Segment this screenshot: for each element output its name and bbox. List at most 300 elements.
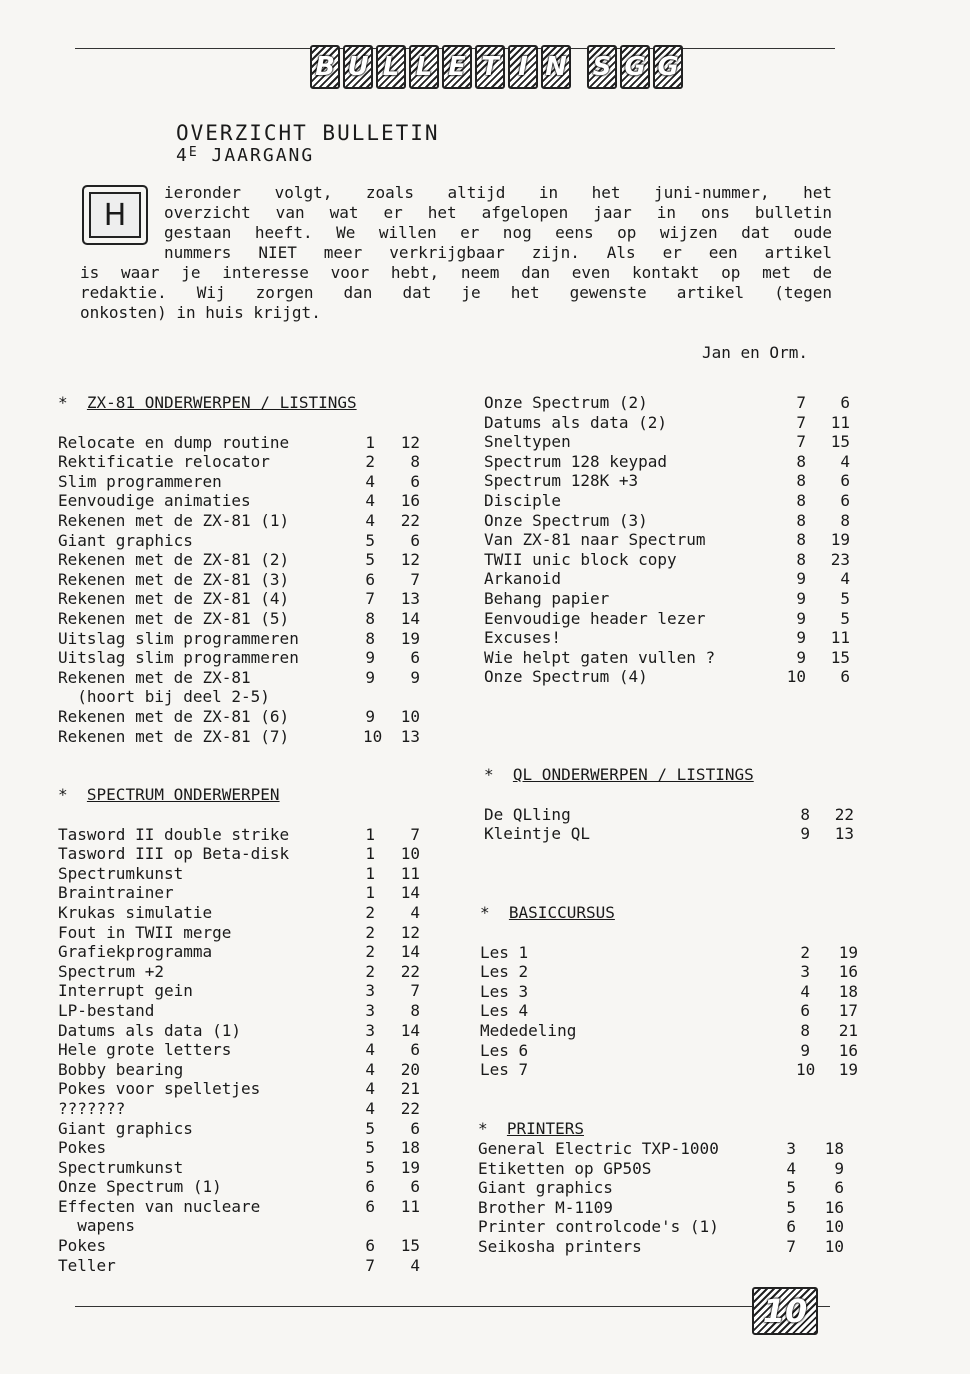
item-title: Printer controlcode's (1) (478, 1217, 719, 1237)
item-page: 6 (410, 530, 420, 550)
item-title: General Electric TXP-1000 (478, 1139, 719, 1158)
list-item (58, 942, 420, 962)
item-issue: 3 (365, 1020, 375, 1040)
item-title: Tasword III op Beta-disk (58, 844, 290, 864)
item-issue: 2 (365, 942, 375, 962)
list-item (58, 668, 420, 688)
list-item (58, 1177, 420, 1197)
intro-line: nummers NIET meer verkrijgbaar zijn. Als er een artikel (164, 243, 832, 262)
item-page: 19 (830, 530, 850, 550)
list-item (58, 472, 420, 492)
list-item (58, 1236, 420, 1256)
item-title: Les 2 (480, 962, 529, 982)
item-issue: 5 (365, 550, 375, 570)
item-title: Mededeling (480, 1020, 577, 1040)
intro-paragraph (80, 183, 832, 323)
item-page: 4 (840, 569, 850, 589)
item-title: Spectrumkunst (58, 1157, 184, 1177)
item-page: 12 (400, 432, 420, 452)
item-page: 21 (838, 1020, 858, 1040)
item-issue: 7 (796, 393, 806, 412)
footer-rule (75, 1306, 830, 1307)
item-title: Eenvoudige header lezer (484, 608, 706, 628)
list-item (480, 962, 858, 982)
item-page: 6 (840, 471, 850, 491)
item-title: Uitslag slim programmeren (58, 628, 299, 648)
item-issue: 3 (365, 1000, 375, 1020)
item-title: Disciple (484, 490, 562, 510)
item-issue: 5 (786, 1197, 796, 1217)
item-page: 4 (410, 902, 420, 922)
item-page: 4 (410, 1255, 420, 1275)
list-item (58, 491, 420, 511)
item-title: Giant graphics (58, 530, 193, 550)
item-page: 7 (410, 824, 420, 844)
item-page: 4 (840, 451, 850, 471)
list-item (58, 883, 420, 903)
list-item (58, 825, 420, 845)
section-heading: * QL ONDERWERPEN / LISTINGS (484, 765, 754, 784)
list-item (484, 452, 850, 472)
list-item (58, 531, 420, 551)
item-issue: 7 (786, 1236, 796, 1256)
item-issue: 9 (365, 667, 375, 687)
list-item (58, 903, 420, 923)
item-title: Tasword II double strike (58, 824, 290, 844)
item-page: 22 (400, 1098, 420, 1118)
item-page: 16 (838, 1040, 858, 1060)
item-title: Krukas simulatie (58, 902, 213, 922)
list-item (58, 433, 420, 453)
list-item (478, 1217, 844, 1237)
section-heading: * ZX-81 ONDERWERPEN / LISTINGS (58, 393, 357, 412)
item-issue: 9 (800, 824, 810, 844)
item-title: Excuses! (484, 628, 562, 648)
item-issue: 4 (365, 491, 375, 511)
list-item (58, 1040, 420, 1060)
item-issue (363, 687, 375, 707)
item-title: Kleintje QL (484, 824, 590, 844)
list-item (58, 981, 420, 1001)
item-issue: 3 (786, 1139, 796, 1158)
page-subtitle: $4^E$ JAARGANG (176, 145, 315, 166)
section-printers (478, 1119, 844, 1257)
list-item (58, 962, 420, 982)
item-issue: 3 (365, 981, 375, 1001)
item-page: 7 (410, 981, 420, 1001)
item-page: 22 (834, 804, 854, 824)
list-item (58, 1158, 420, 1178)
item-page: 5 (840, 588, 850, 608)
item-issue: 8 (796, 471, 806, 491)
list-item (58, 589, 420, 609)
section-heading: * SPECTRUM ONDERWERPEN (58, 785, 280, 804)
item-issue: 8 (365, 628, 375, 648)
item-page: 13 (834, 824, 854, 844)
intro-line: is waar je interesse voor hebt, neem dan even kontakt op met de (80, 263, 832, 282)
item-page: 6 (410, 1177, 420, 1197)
item-page: 6 (410, 471, 420, 491)
item-title: Rekenen met de ZX-81 (7) (58, 726, 290, 746)
section-zx81 (58, 393, 420, 746)
item-page: 7 (410, 569, 420, 589)
item-title: Van ZX-81 naar Spectrum (484, 530, 706, 550)
item-title: Pokes (58, 1236, 107, 1256)
item-issue: 4 (365, 1079, 375, 1099)
item-page: 14 (400, 608, 420, 628)
item-title: Eenvoudige animaties (58, 491, 251, 511)
logo-letter: B (310, 45, 340, 89)
item-title: Onze Spectrum (3) (484, 510, 648, 530)
item-title: Les 4 (480, 1001, 529, 1021)
list-item (58, 550, 420, 570)
page-number: 10 (752, 1287, 818, 1335)
item-issue: 1 (365, 824, 375, 844)
item-title: ??????? (58, 1098, 126, 1118)
item-issue: 6 (365, 569, 375, 589)
item-page: 17 (838, 1001, 858, 1021)
item-page: 12 (400, 922, 420, 942)
item-page: 13 (400, 589, 420, 609)
section-basiccursus (480, 903, 858, 1080)
list-item (478, 1178, 844, 1198)
item-page: 18 (400, 1138, 420, 1158)
item-issue: 2 (365, 452, 375, 472)
item-title: LP-bestand (58, 1000, 155, 1020)
item-title: Giant graphics (58, 1118, 193, 1138)
list-item (58, 609, 420, 629)
item-page: 6 (840, 490, 850, 510)
list-item (58, 1119, 420, 1139)
item-title: Les 3 (480, 981, 529, 1001)
list-item (58, 1138, 420, 1158)
item-page: 21 (400, 1079, 420, 1099)
item-page: 9 (834, 1158, 844, 1178)
item-issue: 4 (365, 1098, 375, 1118)
signature: Jan en Orm. (702, 343, 808, 362)
section-spectrum (58, 785, 420, 1275)
list-item (58, 727, 420, 747)
item-page: 9 (410, 667, 420, 687)
item-title: Rekenen met de ZX-81 (6) (58, 706, 290, 726)
item-page: 5 (840, 608, 850, 628)
list-item (58, 923, 420, 943)
item-page: 11 (830, 628, 850, 648)
item-page: 19 (400, 628, 420, 648)
item-page: 16 (824, 1197, 844, 1217)
item-issue: 4 (365, 471, 375, 491)
list-item (484, 471, 850, 491)
item-issue: 2 (365, 961, 375, 981)
item-issue: 10 (363, 726, 383, 746)
item-issue: 9 (800, 1040, 810, 1060)
list-item (484, 609, 850, 629)
list-item (58, 1216, 420, 1236)
item-page: 23 (830, 549, 850, 569)
item-issue: 3 (800, 962, 810, 982)
item-title: Onze Spectrum (2) (484, 393, 648, 412)
item-title: Wie helpt gaten vullen ? (484, 647, 716, 667)
list-item (478, 1198, 844, 1218)
item-page: 6 (834, 1178, 844, 1198)
item-page: 8 (410, 452, 420, 472)
list-item (58, 1079, 420, 1099)
section-heading: * PRINTERS (478, 1119, 584, 1138)
item-issue: 9 (796, 569, 806, 589)
item-page: 10 (400, 706, 420, 726)
item-issue: 8 (796, 549, 806, 569)
item-page: 22 (400, 961, 420, 981)
list-item (58, 511, 420, 531)
item-title: Effecten van nucleare (58, 1196, 261, 1216)
item-issue: 5 (365, 1118, 375, 1138)
item-title: (hoort bij deel 2-5) (58, 687, 270, 707)
item-page: 16 (400, 491, 420, 511)
list-item (480, 943, 858, 963)
item-issue: 10 (786, 667, 806, 687)
item-title: Spectrum +2 (58, 961, 164, 981)
logo-letter: N (541, 45, 571, 89)
list-item (58, 844, 420, 864)
list-item (478, 1139, 844, 1159)
item-title: Les 7 (480, 1060, 529, 1080)
list-item (484, 628, 850, 648)
item-title: Seikosha printers (478, 1236, 642, 1256)
item-issue: 7 (796, 412, 806, 432)
item-issue: 10 (796, 1060, 816, 1080)
item-title: Spectrumkunst (58, 863, 184, 883)
item-page: 11 (830, 412, 850, 432)
item-page: 18 (824, 1139, 844, 1158)
item-page: 15 (400, 1236, 420, 1256)
item-page (375, 1216, 420, 1236)
item-page: 6 (840, 667, 850, 687)
item-page: 19 (838, 942, 858, 962)
list-item (484, 413, 850, 433)
item-page (375, 687, 420, 707)
intro-line: ieronder volgt, zoals altijd in het juni-nummer, het (164, 183, 832, 202)
list-item (480, 1060, 858, 1080)
list-item (478, 1159, 844, 1179)
item-issue: 7 (796, 432, 806, 452)
section-heading: * BASICCURSUS (480, 903, 615, 922)
item-issue: 8 (800, 804, 810, 824)
list-item (484, 491, 850, 511)
list-item (58, 864, 420, 884)
list-item (484, 805, 854, 825)
item-issue: 5 (786, 1178, 796, 1198)
item-page: 15 (830, 647, 850, 667)
list-item (58, 1001, 420, 1021)
item-title: Spectrum 128 keypad (484, 451, 668, 471)
item-title: Rektificatie relocator (58, 452, 270, 472)
item-page: 10 (400, 844, 420, 864)
logo-letter: I (508, 45, 538, 89)
item-page: 8 (840, 510, 850, 530)
item-issue: 7 (365, 589, 375, 609)
item-title: Etiketten op GP50S (478, 1158, 652, 1178)
intro-line: overzicht van wat er het afgelopen jaar in ons bulletin (164, 203, 832, 222)
item-title: Fout in TWII merge (58, 922, 232, 942)
list-item (58, 570, 420, 590)
page-title: OVERZICHT BULLETIN (176, 121, 440, 145)
item-page: 20 (400, 1059, 420, 1079)
item-page: 11 (400, 863, 420, 883)
item-issue: 1 (365, 863, 375, 883)
list-item (58, 1256, 420, 1276)
bulletin-logo (310, 45, 683, 89)
item-page: 18 (838, 981, 858, 1001)
item-title: Sneltypen (484, 432, 571, 452)
item-page: 22 (400, 510, 420, 530)
list-item (484, 648, 850, 668)
list-item (484, 550, 850, 570)
list-item (58, 452, 420, 472)
list-item (484, 589, 850, 609)
logo-letter: L (376, 45, 406, 89)
item-title: Rekenen met de ZX-81 (1) (58, 510, 290, 530)
item-title: Les 1 (480, 942, 529, 962)
list-item (480, 1001, 858, 1021)
item-title: Datums als data (1) (58, 1020, 242, 1040)
item-issue: 1 (365, 432, 375, 452)
item-title: Arkanoid (484, 569, 562, 589)
item-page: 6 (410, 1040, 420, 1060)
item-title: Behang papier (484, 588, 610, 608)
item-title: Uitslag slim programmeren (58, 648, 299, 668)
item-title: Hele grote letters (58, 1040, 232, 1060)
item-title: Onze Spectrum (4) (484, 667, 648, 687)
item-title: Rekenen met de ZX-81 (4) (58, 589, 290, 609)
item-issue: 5 (365, 1157, 375, 1177)
item-title: wapens (58, 1216, 136, 1236)
item-page: 14 (400, 1020, 420, 1040)
section-ql (484, 765, 854, 844)
list-item (484, 667, 850, 687)
item-title: Onze Spectrum (1) (58, 1177, 222, 1197)
item-page: 10 (824, 1236, 844, 1256)
list-item (480, 1021, 858, 1041)
item-issue: 6 (800, 1001, 810, 1021)
item-title: Rekenen met de ZX-81 (5) (58, 608, 290, 628)
item-page: 14 (400, 942, 420, 962)
list-item (484, 569, 850, 589)
item-title: Bobby bearing (58, 1059, 184, 1079)
list-item (484, 393, 850, 413)
logo-letter: G (653, 45, 683, 89)
dropcap-key: H (82, 185, 148, 245)
item-page: 13 (400, 726, 420, 746)
item-title: Spectrum 128K +3 (484, 471, 639, 491)
list-item (58, 648, 420, 668)
item-title: Datums als data (2) (484, 412, 668, 432)
item-issue: 9 (365, 706, 375, 726)
item-title: Rekenen met de ZX-81 (3) (58, 569, 290, 589)
item-page: 6 (410, 648, 420, 668)
item-title: Interrupt gein (58, 981, 193, 1001)
item-issue: 5 (365, 1138, 375, 1158)
list-item (484, 824, 854, 844)
item-page: 19 (400, 1157, 420, 1177)
item-issue: 2 (365, 902, 375, 922)
item-title: Grafiekprogramma (58, 942, 213, 962)
item-issue: 4 (800, 981, 810, 1001)
list-item (58, 1197, 420, 1217)
item-issue (363, 1216, 375, 1236)
item-title: Les 6 (480, 1040, 529, 1060)
list-item (484, 511, 850, 531)
item-issue: 1 (365, 883, 375, 903)
item-issue: 8 (796, 510, 806, 530)
item-issue: 6 (365, 1236, 375, 1256)
item-page: 8 (410, 1000, 420, 1020)
item-issue: 4 (365, 510, 375, 530)
item-issue: 9 (796, 647, 806, 667)
item-issue: 2 (365, 922, 375, 942)
list-item (58, 629, 420, 649)
item-issue: 8 (800, 1020, 810, 1040)
item-page: 11 (400, 1196, 420, 1216)
item-issue: 4 (786, 1158, 796, 1178)
item-title: Rekenen met de ZX-81 (2) (58, 550, 290, 570)
logo-letter: L (409, 45, 439, 89)
item-issue: 9 (365, 648, 375, 668)
intro-line: onkosten) in huis krijgt. (80, 303, 321, 322)
item-issue: 6 (786, 1217, 796, 1237)
item-issue: 9 (796, 588, 806, 608)
item-title: Teller (58, 1255, 116, 1275)
item-issue: 4 (365, 1040, 375, 1060)
item-title: Relocate en dump routine (58, 432, 290, 452)
item-issue: 5 (365, 530, 375, 550)
list-item (480, 982, 858, 1002)
item-page: 14 (400, 883, 420, 903)
item-page: 16 (838, 962, 858, 982)
list-item (58, 687, 420, 707)
logo-letter: S (587, 45, 617, 89)
list-item (58, 707, 420, 727)
list-item (58, 1099, 420, 1119)
item-title: De QLling (484, 804, 571, 824)
item-issue: 4 (365, 1059, 375, 1079)
item-title: Giant graphics (478, 1178, 613, 1198)
item-issue: 8 (365, 608, 375, 628)
item-title: Brother M-1109 (478, 1197, 613, 1217)
item-title: Slim programmeren (58, 471, 222, 491)
list-item (58, 1021, 420, 1041)
list-item (58, 1060, 420, 1080)
logo-letter: T (475, 45, 505, 89)
intro-line: gestaan heeft. We willen er nog eens op wijzen dat oude (164, 223, 832, 242)
item-title: Rekenen met de ZX-81 (58, 667, 251, 687)
item-page: 12 (400, 550, 420, 570)
item-issue: 1 (365, 844, 375, 864)
item-title: TWII unic block copy (484, 549, 677, 569)
item-page: 10 (824, 1217, 844, 1237)
section-spectrum-continued (484, 393, 850, 687)
logo-letter: E (442, 45, 472, 89)
item-title: Braintrainer (58, 883, 174, 903)
item-issue: 2 (800, 942, 810, 962)
item-issue: 8 (796, 530, 806, 550)
item-page: 15 (830, 432, 850, 452)
item-title: Pokes voor spelletjes (58, 1079, 261, 1099)
item-issue: 6 (365, 1196, 375, 1216)
item-issue: 8 (796, 451, 806, 471)
item-issue: 9 (796, 608, 806, 628)
item-title: Pokes (58, 1138, 107, 1158)
item-issue: 6 (365, 1177, 375, 1197)
